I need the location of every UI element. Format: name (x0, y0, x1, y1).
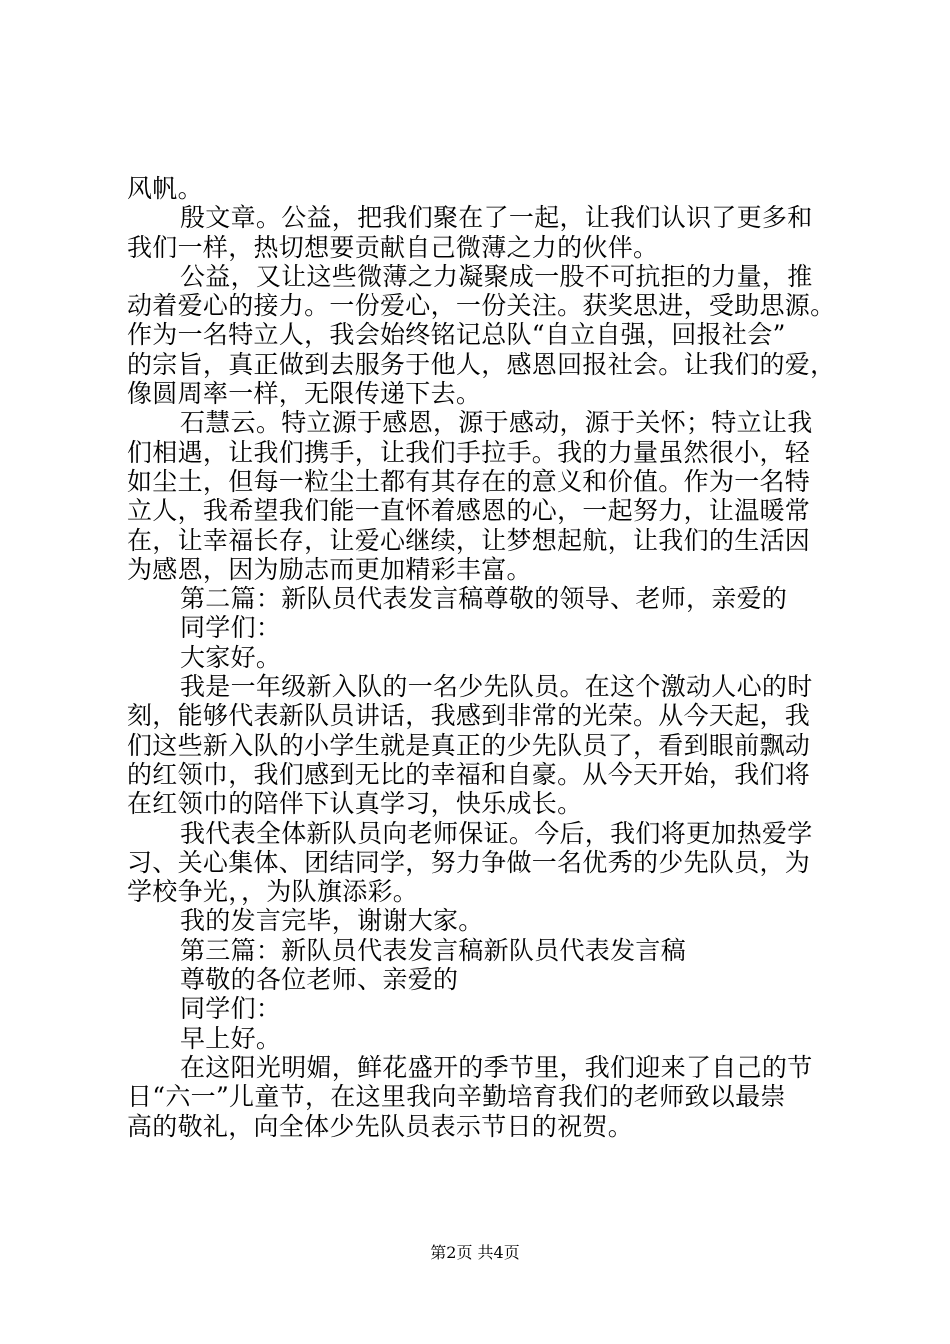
text-line: 刻，能够代表新队员讲话，我感到非常的光荣。从今天起，我 (127, 701, 811, 731)
text-line: 尊敬的各位老师、亲爱的 (180, 965, 459, 995)
document-body (127, 174, 843, 1141)
text-line: 殷文章。公益，把我们聚在了一起，让我们认识了更多和 (180, 203, 813, 233)
text-line: 日“六一”儿童节，在这里我向辛勤培育我们的老师致以最崇 (127, 1082, 786, 1112)
text-line: 我代表全体新队员向老师保证。今后，我们将更加热爱学 (180, 818, 813, 848)
text-line: 习、关心集体、团结同学，努力争做一名优秀的少先队员，为 (127, 847, 811, 877)
page-footer: 第2页 共4页 (430, 1243, 520, 1262)
text-line: 石慧云。特立源于感恩，源于感动，源于关怀；特立让我 (180, 408, 813, 438)
text-line: 风帆。 (127, 174, 203, 203)
text-line: 公益，又让这些微薄之力凝聚成一股不可抗拒的力量，推 (180, 261, 813, 291)
text-line: 立人，我希望我们能一直怀着感恩的心，一起努力，让温暖常 (127, 496, 811, 526)
text-line: 的红领巾，我们感到无比的幸福和自豪。从今天开始，我们将 (127, 759, 811, 789)
text-line: 如尘土，但每一粒尘土都有其存在的意义和价值。作为一名特 (127, 466, 811, 496)
text-line: 我们一样，热切想要贡献自己微薄之力的伙伴。 (127, 232, 659, 262)
text-line: 早上好。 (180, 1023, 282, 1053)
text-line: 同学们： (180, 994, 282, 1024)
text-line: 在红领巾的陪伴下认真学习，快乐成长。 (127, 789, 583, 819)
text-line: 作为一名特立人，我会始终铭记总队“自立自强，回报社会” (127, 320, 786, 350)
text-line: 我是一年级新入队的一名少先队员。在这个激动人心的时 (180, 672, 813, 702)
text-line: 学校争光，，为队旗添彩。 (127, 877, 419, 907)
text-line: 同学们： (180, 613, 282, 643)
text-line: 在这阳光明媚，鲜花盛开的季节里，我们迎来了自己的节 (180, 1052, 813, 1082)
text-line: 像圆周率一样，无限传递下去。 (127, 379, 482, 409)
text-line: 第二篇：新队员代表发言稿尊敬的领导、老师，亲爱的 (180, 584, 788, 614)
text-line: 我的发言完毕，谢谢大家。 (180, 906, 484, 936)
text-line: 的宗旨，真正做到去服务于他人，感恩回报社会。让我们的爱， (127, 349, 836, 379)
text-line: 第三篇：新队员代表发言稿新队员代表发言稿 (180, 935, 687, 965)
text-line: 动着爱心的接力。一份爱心，一份关注。获奖思进，受助思源。 (127, 291, 836, 321)
text-line: 们这些新入队的小学生就是真正的少先队员了，看到眼前飘动 (127, 730, 811, 760)
text-line: 大家好。 (180, 642, 282, 672)
text-line: 高的敬礼，向全体少先队员表示节日的祝贺。 (127, 1111, 634, 1141)
text-line: 们相遇，让我们携手，让我们手拉手。我的力量虽然很小，轻 (127, 437, 811, 467)
text-line: 为感恩，因为励志而更加精彩丰富。 (127, 554, 532, 584)
text-line: 在，让幸福长存，让爱心继续，让梦想起航，让我们的生活因 (127, 525, 811, 555)
